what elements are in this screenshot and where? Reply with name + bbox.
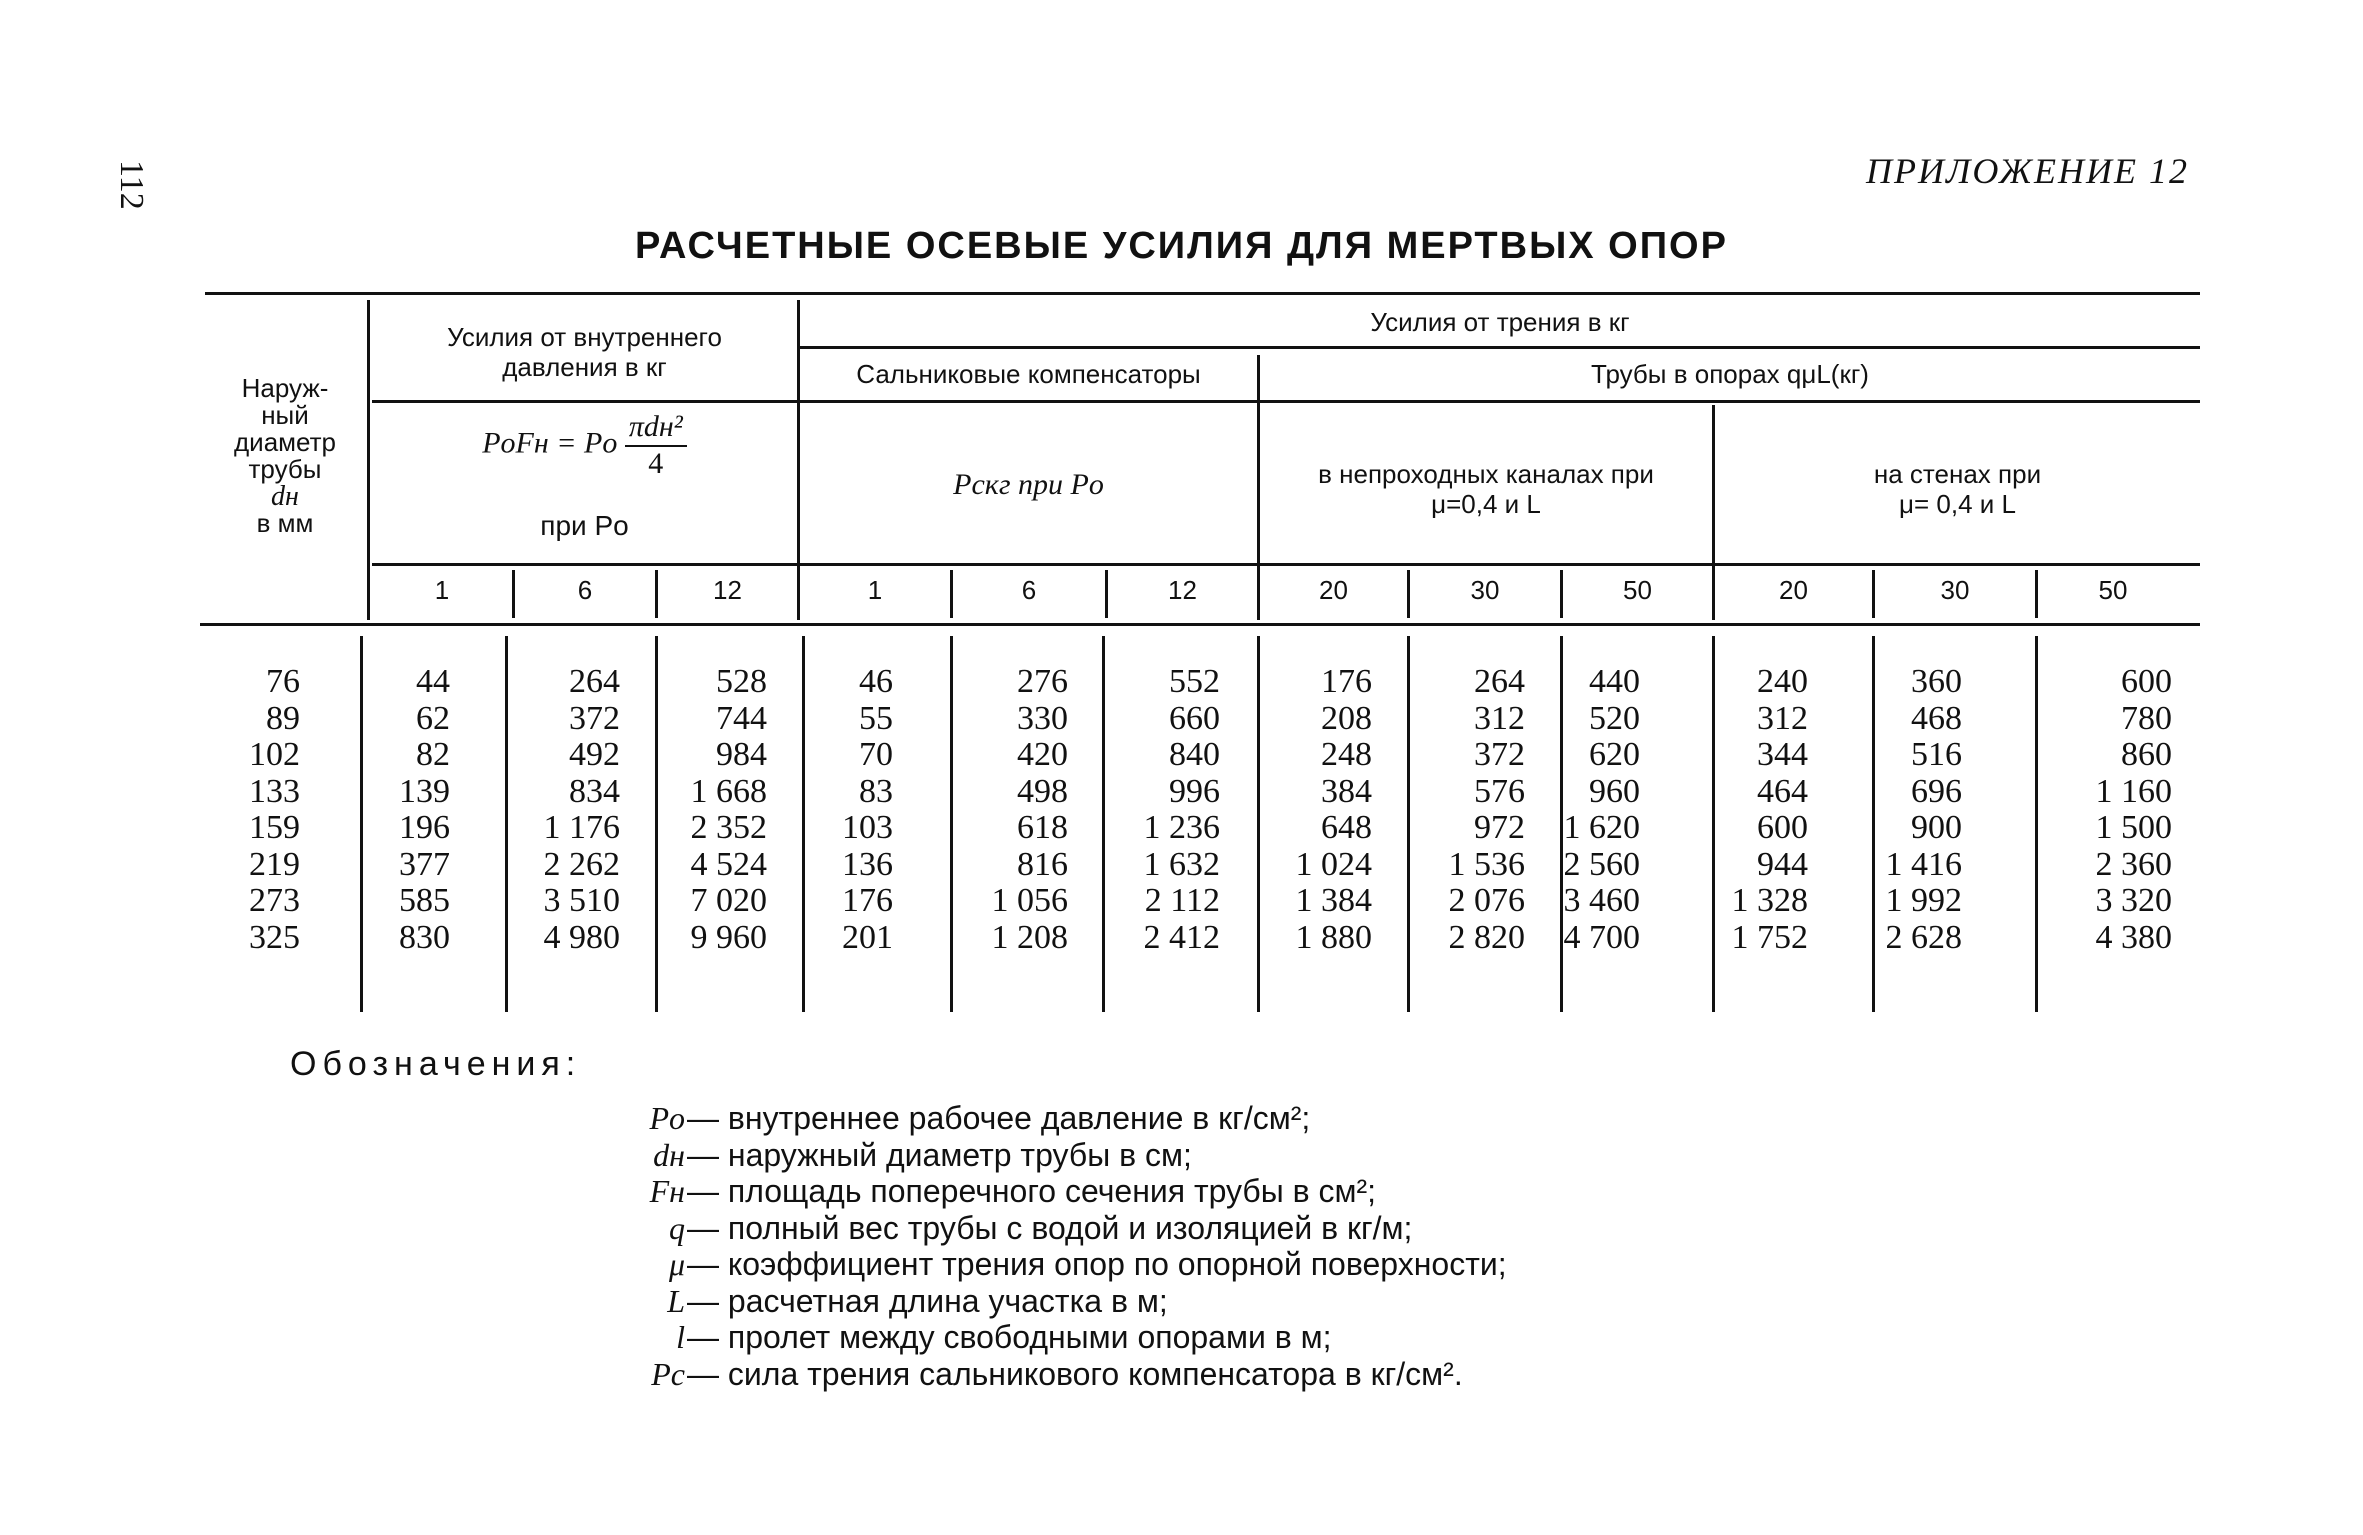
table-row-diameter: 273 xyxy=(249,882,300,919)
formula-denominator: 4 xyxy=(648,446,664,480)
table-cell: 330 xyxy=(1017,699,1068,737)
table-cell: 2 352 xyxy=(690,809,767,846)
table-cell: 996 xyxy=(1169,772,1220,810)
table-cell: 1 992 xyxy=(1885,882,1962,919)
sub-header-walls-20: 20 xyxy=(1779,575,1808,605)
legend-symbol: μ xyxy=(668,1246,685,1282)
page-number: 112 xyxy=(113,160,150,210)
pipes-header: Трубы в опорах qμL(кг) xyxy=(1591,359,1869,389)
table-cell: 264 xyxy=(569,663,620,700)
table-cell: 384 xyxy=(1321,772,1372,810)
legend-title: Обозначения: xyxy=(290,1045,582,1083)
table-row-diameter: 76 xyxy=(266,663,300,700)
table-cell: 972 xyxy=(1474,809,1525,846)
table-cell: 468 xyxy=(1911,699,1962,737)
gland-formula: Pcкг при Pо xyxy=(953,468,1104,501)
legend-description: — пролет между свободными опорами в м; xyxy=(687,1319,1332,1355)
table-cell: 1 668 xyxy=(690,772,767,810)
table-cell: 1 880 xyxy=(1295,918,1372,956)
formula-fraction xyxy=(625,410,687,481)
table-cell: 360 xyxy=(1911,663,1962,700)
subheader-rule xyxy=(372,563,2200,566)
table-cell: 648 xyxy=(1321,809,1372,846)
pressure-header-rule xyxy=(372,400,800,403)
table-cell: 696 xyxy=(1911,772,1962,810)
table-cell: 520 xyxy=(1589,699,1640,737)
table-cell: 312 xyxy=(1474,699,1525,737)
legend-description: — полный вес трубы с водой и изоляцией в кг/м; xyxy=(687,1209,1413,1246)
header-bottom-rule xyxy=(200,623,2200,626)
table-cell: 136 xyxy=(842,845,893,883)
table-cell: 82 xyxy=(416,736,450,773)
diameter-header-line: диаметр xyxy=(234,427,336,457)
table-row-diameter: 159 xyxy=(249,809,300,846)
table-cell: 139 xyxy=(399,772,450,810)
table-cell: 4 700 xyxy=(1563,918,1640,956)
table-row-diameter: 219 xyxy=(249,845,300,883)
walls-header-line: μ= 0,4 и L xyxy=(1899,488,2016,519)
col-divider xyxy=(367,300,370,620)
legend-symbol: l xyxy=(676,1319,685,1355)
legend-item xyxy=(625,1319,1507,1356)
table-cell: 1 160 xyxy=(2095,772,2172,810)
diameter-header-line: ный xyxy=(261,400,309,430)
table-cell: 2 262 xyxy=(543,845,620,883)
table-cell: 2 820 xyxy=(1448,918,1525,956)
table-cell: 70 xyxy=(859,736,893,773)
gland-header-rule xyxy=(800,400,2200,403)
table-cell: 1 384 xyxy=(1295,882,1372,919)
table-cell: 1 536 xyxy=(1448,845,1525,883)
table-cell: 498 xyxy=(1017,772,1068,810)
table-row-diameter: 325 xyxy=(249,918,300,956)
formula-lhs: PоFн = Pо xyxy=(482,426,618,460)
table-cell: 420 xyxy=(1017,736,1068,773)
table-cell: 585 xyxy=(399,882,450,919)
table-cell: 1 236 xyxy=(1143,809,1220,846)
legend xyxy=(625,1100,1507,1392)
table-cell: 176 xyxy=(842,882,893,919)
legend-item xyxy=(625,1100,1507,1137)
table-row-diameter: 89 xyxy=(266,699,300,737)
table-cell: 1 416 xyxy=(1885,845,1962,883)
table-cell: 196 xyxy=(399,809,450,846)
legend-description: — сила трения сальникового компенсатора в кг/см². xyxy=(687,1355,1463,1392)
page-title: РАСЧЕТНЫЕ ОСЕВЫЕ УСИЛИЯ ДЛЯ МЕРТВЫХ ОПОР xyxy=(635,225,1728,267)
gland-header: Сальниковые компенсаторы xyxy=(856,359,1201,389)
table-cell: 4 980 xyxy=(543,918,620,956)
table-cell: 103 xyxy=(842,809,893,846)
table-cell: 1 620 xyxy=(1563,809,1640,846)
table-cell: 816 xyxy=(1017,845,1068,883)
table-cell: 464 xyxy=(1757,772,1808,810)
table-cell: 1 500 xyxy=(2095,809,2172,846)
table-cell: 830 xyxy=(399,918,450,956)
table-cell: 660 xyxy=(1169,699,1220,737)
walls-header xyxy=(1715,460,2200,520)
pressure-condition: при Pо xyxy=(540,510,629,541)
friction-header-rule xyxy=(800,346,2200,349)
table-cell: 46 xyxy=(859,663,893,700)
sub-header-channels-50: 50 xyxy=(1623,575,1652,605)
sub-header-gland-6: 6 xyxy=(1021,575,1037,605)
table-cell: 1 632 xyxy=(1143,845,1220,883)
legend-symbol: q xyxy=(669,1209,685,1246)
legend-description: — площадь поперечного сечения трубы в см²; xyxy=(687,1173,1377,1209)
table-cell: 312 xyxy=(1757,699,1808,737)
channels-header xyxy=(1260,460,1712,520)
table-cell: 3 460 xyxy=(1563,882,1640,919)
table-cell: 377 xyxy=(399,845,450,883)
table-cell: 2 112 xyxy=(1144,882,1220,919)
table-cell: 3 510 xyxy=(543,882,620,919)
table-cell: 201 xyxy=(842,918,893,956)
sub-header-pressure-6: 6 xyxy=(577,575,593,605)
sub-header-gland-12: 12 xyxy=(1168,575,1197,605)
sub-header-gland-1: 1 xyxy=(867,575,883,605)
diameter-header-line: Наруж- xyxy=(241,373,329,403)
table-cell: 248 xyxy=(1321,736,1372,773)
sub-header-walls-50: 50 xyxy=(2098,575,2128,605)
sub-header-channels-20: 20 xyxy=(1319,575,1348,605)
sub-header-pressure-1: 1 xyxy=(434,575,450,605)
table-cell: 2 412 xyxy=(1143,918,1220,956)
legend-symbol: Fн xyxy=(649,1173,685,1209)
walls-header-line: на стенах при xyxy=(1873,459,2042,489)
legend-item xyxy=(625,1210,1507,1247)
legend-description: — внутреннее рабочее давление в кг/см²; xyxy=(687,1100,1311,1136)
table-cell: 7 020 xyxy=(690,882,767,919)
table-cell: 528 xyxy=(716,663,767,700)
table-cell: 1 056 xyxy=(991,882,1068,919)
table-cell: 860 xyxy=(2121,736,2172,773)
table-cell: 240 xyxy=(1757,663,1808,700)
table-cell: 840 xyxy=(1169,736,1220,773)
internal-pressure-line: давления в кг xyxy=(502,351,667,382)
table-cell: 944 xyxy=(1757,845,1808,883)
table-cell: 1 752 xyxy=(1731,918,1808,956)
table-cell: 552 xyxy=(1169,663,1220,700)
table-top-rule xyxy=(205,292,2200,295)
legend-description: — наружный диаметр трубы в см; xyxy=(687,1136,1192,1173)
internal-pressure-line: Усилия от внутреннего xyxy=(447,322,722,352)
table-cell: 2 360 xyxy=(2095,845,2172,883)
table-cell: 600 xyxy=(1757,809,1808,846)
table-cell: 1 208 xyxy=(991,918,1068,956)
table-cell: 372 xyxy=(1474,736,1525,773)
legend-item xyxy=(625,1356,1507,1393)
table-cell: 600 xyxy=(2121,663,2172,700)
table-cell: 576 xyxy=(1474,772,1525,810)
legend-symbol: L xyxy=(667,1282,685,1319)
table-cell: 984 xyxy=(716,736,767,773)
diameter-header-line: трубы xyxy=(248,454,322,484)
table-cell: 9 960 xyxy=(690,918,767,956)
table-cell: 2 628 xyxy=(1885,918,1962,956)
table-cell: 4 380 xyxy=(2095,918,2172,956)
sub-header-walls-30: 30 xyxy=(1940,575,1970,605)
table-cell: 1 024 xyxy=(1295,845,1372,883)
diameter-header-line: dн xyxy=(271,481,299,512)
table-cell: 176 xyxy=(1321,663,1372,700)
formula-numerator: πdн² xyxy=(625,410,687,447)
legend-description: — коэффициент трения опор по опорной поверхности; xyxy=(687,1246,1507,1282)
table-cell: 344 xyxy=(1757,736,1808,773)
table-cell: 372 xyxy=(569,699,620,737)
table-cell: 516 xyxy=(1911,736,1962,773)
table-cell: 618 xyxy=(1017,809,1068,846)
table-row-diameter: 133 xyxy=(249,772,300,810)
legend-item xyxy=(625,1137,1507,1174)
table-cell: 780 xyxy=(2121,699,2172,737)
table-cell: 62 xyxy=(416,699,450,737)
table-cell: 900 xyxy=(1911,809,1962,846)
table-cell: 620 xyxy=(1589,736,1640,773)
table-cell: 744 xyxy=(716,699,767,737)
diameter-header xyxy=(215,375,355,537)
table-cell: 83 xyxy=(859,772,893,810)
table-cell: 2 560 xyxy=(1563,845,1640,883)
sub-header-pressure-12: 12 xyxy=(713,575,742,605)
table-cell: 44 xyxy=(416,663,450,700)
table-cell: 960 xyxy=(1589,772,1640,810)
table-cell: 1 176 xyxy=(543,809,620,846)
table-row-diameter: 102 xyxy=(249,736,300,773)
table-cell: 276 xyxy=(1017,663,1068,700)
channels-header-line: μ=0,4 и L xyxy=(1431,488,1541,519)
table-cell: 55 xyxy=(859,699,893,737)
diameter-header-line: в мм xyxy=(256,508,314,538)
channels-header-line: в непроходных каналах при xyxy=(1318,459,1654,489)
table-cell: 208 xyxy=(1321,699,1372,737)
internal-pressure-header xyxy=(372,323,797,383)
legend-item xyxy=(625,1246,1507,1283)
pressure-formula xyxy=(372,410,797,481)
legend-item xyxy=(625,1173,1507,1210)
table-cell: 834 xyxy=(569,772,620,810)
col-divider xyxy=(797,300,800,620)
table-cell: 492 xyxy=(569,736,620,773)
table-cell: 264 xyxy=(1474,663,1525,700)
sub-header-channels-30: 30 xyxy=(1470,575,1500,605)
table-cell: 440 xyxy=(1589,663,1640,700)
legend-description: — расчетная длина участка в м; xyxy=(687,1282,1168,1319)
appendix-label: ПРИЛОЖЕНИЕ 12 xyxy=(1866,151,2189,191)
legend-item xyxy=(625,1283,1507,1320)
table-cell: 2 076 xyxy=(1448,882,1525,919)
table-cell: 1 328 xyxy=(1731,882,1808,919)
legend-symbol: Pо xyxy=(649,1100,685,1136)
table-cell: 3 320 xyxy=(2095,882,2172,919)
legend-symbol: Pc xyxy=(651,1355,685,1392)
friction-header: Усилия от трения в кг xyxy=(1370,307,1630,337)
table-cell: 4 524 xyxy=(690,845,767,883)
legend-symbol: dн xyxy=(653,1136,685,1173)
